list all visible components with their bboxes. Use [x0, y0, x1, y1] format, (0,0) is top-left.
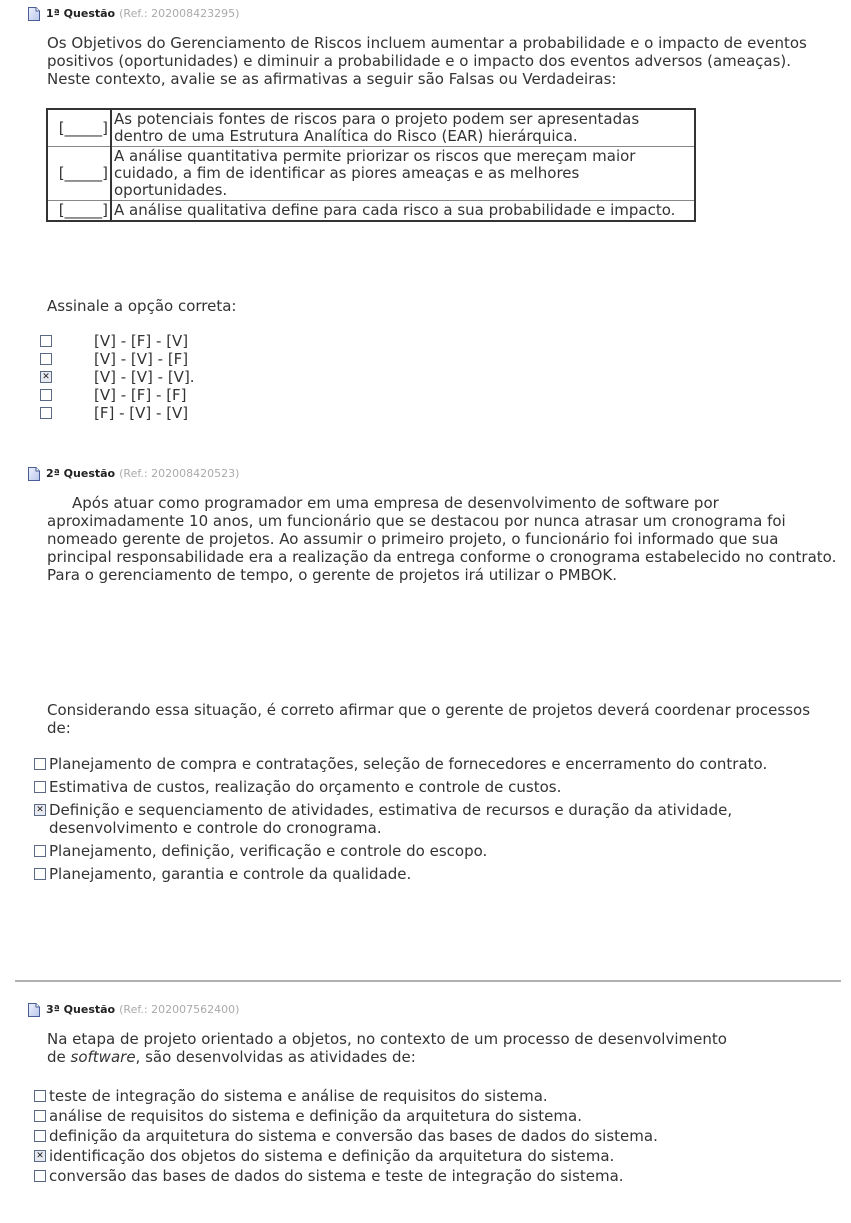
option-label: Planejamento, garantia e controle da qualidade.	[49, 865, 412, 883]
question-ref: (Ref.: 202008420523)	[119, 467, 240, 480]
option-label: [V] - [V] - [V].	[94, 368, 195, 386]
intro-text: Na etapa de projeto orientado a objetos, no contexto de um processo de desenvolvimento de	[47, 1030, 727, 1066]
question-3-intro	[47, 1030, 747, 1066]
checkbox-icon[interactable]	[40, 335, 52, 347]
table-row	[47, 147, 695, 201]
option-label: identificação dos objetos do sistema e definição da arquitetura do sistema.	[49, 1147, 615, 1165]
option-3[interactable]	[34, 1126, 834, 1146]
checkbox-icon[interactable]	[34, 781, 46, 793]
option-4[interactable]	[34, 842, 834, 860]
checkbox-icon[interactable]	[34, 1090, 46, 1102]
option-1[interactable]	[34, 755, 834, 773]
option-label: [V] - [V] - [F]	[94, 350, 189, 368]
document-icon	[28, 467, 40, 481]
option-label: Estimativa de custos, realização do orçamento e controle de custos.	[49, 778, 562, 796]
option-label: definição da arquitetura do sistema e conversão das bases de dados do sistema.	[49, 1127, 658, 1145]
intro-text: , são desenvolvidas as atividades de:	[135, 1048, 416, 1066]
question-1-options	[40, 332, 195, 422]
question-2-prompt: Considerando essa situação, é correto afirmar que o gerente de projetos deverá coordenar processos de:	[47, 701, 811, 737]
option-label: Planejamento, definição, verificação e controle do escopo.	[49, 842, 488, 860]
checkbox-icon[interactable]	[40, 407, 52, 419]
option-label: [V] - [F] - [V]	[94, 332, 189, 350]
checkbox-icon[interactable]	[34, 845, 46, 857]
question-3-options	[34, 1086, 834, 1186]
question-divider	[15, 980, 841, 982]
option-4[interactable]	[40, 386, 195, 404]
statement-text: As potenciais fontes de riscos para o projeto podem ser apresentadas dentro de uma Estrutura Analítica do Risco (EAR) hierárquica.	[111, 109, 695, 147]
question-2-header	[28, 467, 239, 481]
option-5[interactable]	[40, 404, 195, 422]
option-2[interactable]	[40, 350, 195, 368]
document-icon	[28, 1003, 40, 1017]
question-2-intro: Após atuar como programador em uma empresa de desenvolvimento de software por aproximadamente 10 anos, um funcionário que se destacou por nunca atrasar um cronograma foi nomeado gerente de projetos. Ao assumir o primeiro projeto, o funcionário foi informado que sua principal responsabilidade era a realização da entrega conforme o cronograma estabelecido no contrato. Para o gerenciamento de tempo, o gerente de projetos irá utilizar o PMBOK.	[47, 494, 837, 584]
checkbox-icon[interactable]	[34, 758, 46, 770]
checkbox-icon[interactable]	[34, 1170, 46, 1182]
statement-blank: [_____]	[47, 109, 111, 147]
option-1[interactable]	[34, 1086, 834, 1106]
option-4[interactable]	[34, 1146, 834, 1166]
table-row	[47, 109, 695, 147]
option-label: [V] - [F] - [F]	[94, 386, 187, 404]
option-5[interactable]	[34, 1166, 834, 1186]
statements-table	[46, 108, 696, 222]
statement-blank: [_____]	[47, 201, 111, 222]
statement-blank: [_____]	[47, 147, 111, 201]
checked-checkbox-icon[interactable]: ✕	[34, 1150, 46, 1162]
checked-checkbox-icon[interactable]: ✕	[40, 371, 52, 383]
option-1[interactable]	[40, 332, 195, 350]
intro-italic: software	[70, 1048, 136, 1066]
option-label: teste de integração do sistema e análise de requisitos do sistema.	[49, 1087, 548, 1105]
option-3[interactable]	[40, 368, 195, 386]
option-2[interactable]	[34, 778, 834, 796]
question-title: 2ª Questão	[46, 467, 116, 480]
option-5[interactable]	[34, 865, 834, 883]
checkbox-icon[interactable]	[34, 868, 46, 880]
question-title: 1ª Questão	[46, 7, 116, 20]
document-icon	[28, 7, 40, 21]
question-1-prompt: Assinale a opção correta:	[47, 297, 237, 315]
statement-text: A análise qualitativa define para cada risco a sua probabilidade e impacto.	[111, 201, 695, 222]
option-label: análise de requisitos do sistema e definição da arquitetura do sistema.	[49, 1107, 582, 1125]
table-row	[47, 201, 695, 222]
checkbox-icon[interactable]	[34, 1110, 46, 1122]
option-2[interactable]	[34, 1106, 834, 1126]
option-label: Planejamento de compra e contratações, seleção de fornecedores e encerramento do contrato.	[49, 755, 768, 773]
option-label: [F] - [V] - [V]	[94, 404, 189, 422]
question-1-intro: Os Objetivos do Gerenciamento de Riscos incluem aumentar a probabilidade e o impacto de eventos positivos (oportunidades) e diminuir a probabilidade e o impacto dos eventos adversos (ameaças). Neste contexto, avalie se as afirmativas a seguir são Falsas ou Verdadeiras:	[47, 34, 807, 88]
checkbox-icon[interactable]	[34, 1130, 46, 1142]
question-title: 3ª Questão	[46, 1003, 116, 1016]
question-1-header	[28, 7, 239, 21]
checkbox-icon[interactable]	[40, 389, 52, 401]
checkbox-icon[interactable]	[40, 353, 52, 365]
question-ref: (Ref.: 202007562400)	[119, 1003, 240, 1016]
option-label: conversão das bases de dados do sistema e teste de integração do sistema.	[49, 1167, 624, 1185]
question-2-options	[34, 755, 834, 888]
question-ref: (Ref.: 202008423295)	[119, 7, 240, 20]
question-3-header	[28, 1003, 239, 1017]
option-label: Definição e sequenciamento de atividades, estimativa de recursos e duração da atividade, desenvolvimento e controle do cronograma.	[49, 801, 733, 837]
option-3[interactable]	[34, 801, 834, 837]
statement-text: A análise quantitativa permite priorizar os riscos que mereçam maior cuidado, a fim de identificar as piores ameaças e as melhores oportunidades.	[111, 147, 695, 201]
checked-checkbox-icon[interactable]: ✕	[34, 804, 46, 816]
